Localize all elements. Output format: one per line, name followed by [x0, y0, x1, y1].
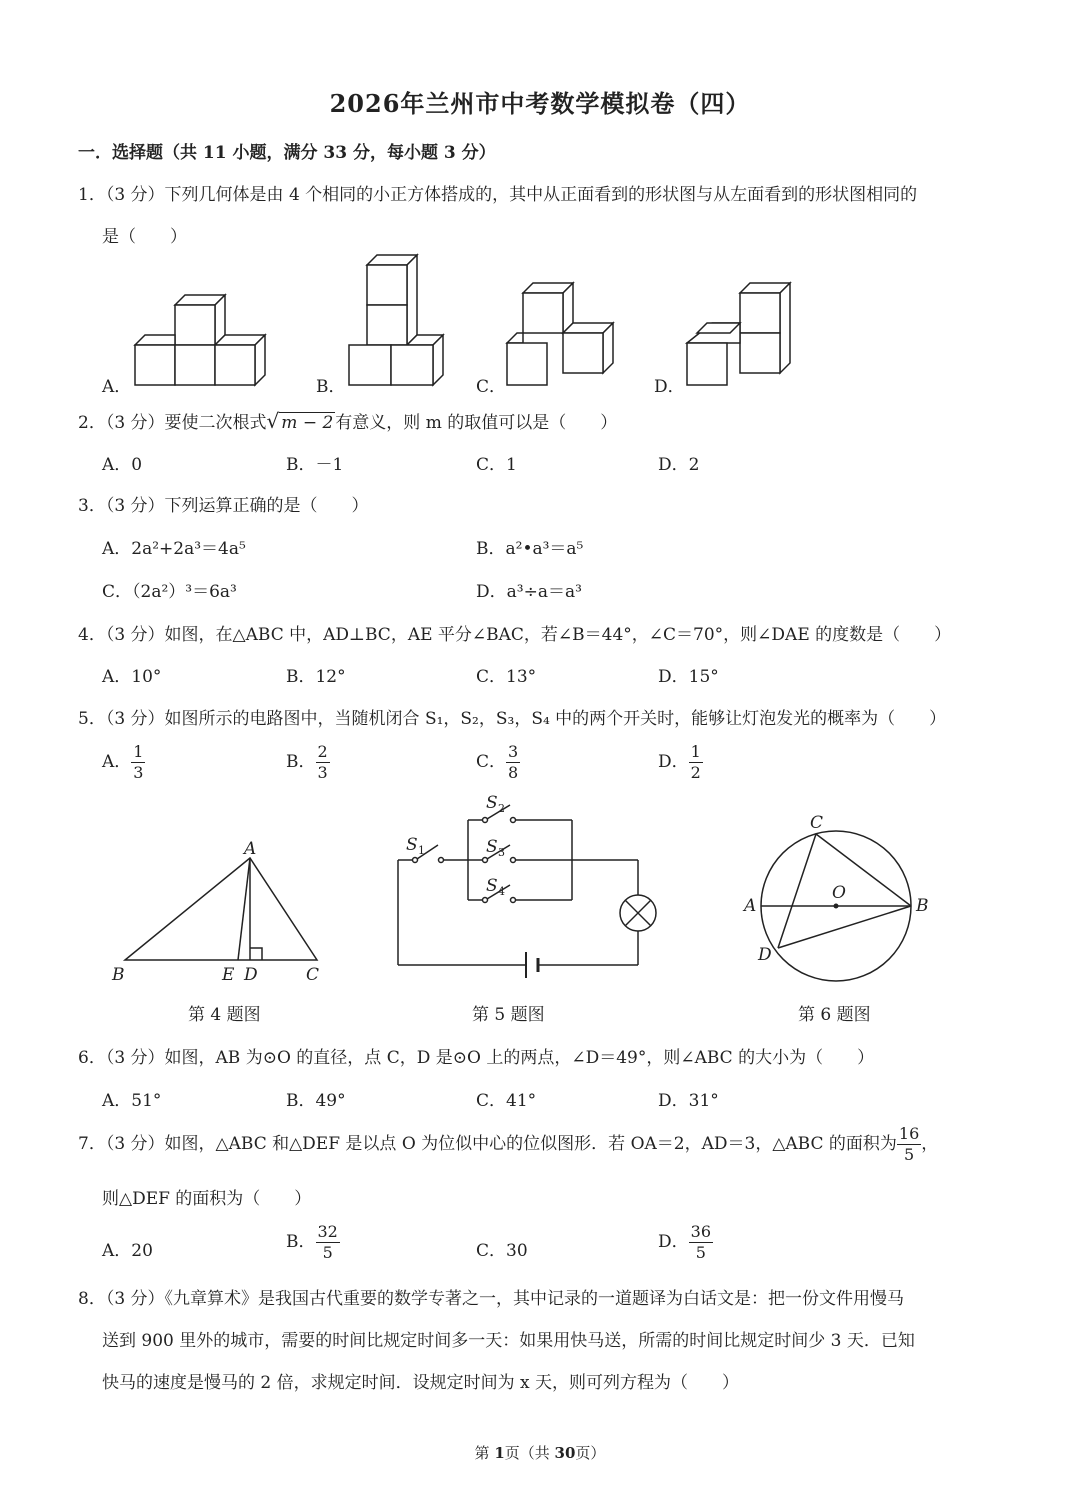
cube-figure-c [505, 278, 615, 390]
fig6-label-b: B [916, 896, 929, 916]
q7-option-b [286, 1222, 340, 1263]
q2-option-a: A．0 [102, 455, 143, 475]
q4-option-c: C．13° [476, 667, 537, 687]
page-title: 2026年兰州市中考数学模拟卷（四） [329, 89, 751, 118]
fig4-label-d: D [244, 965, 258, 985]
section-heading: 一．选择题（共 11 小题，满分 33 分，每小题 3 分） [78, 143, 496, 163]
q6-option-a: A．51° [102, 1091, 162, 1111]
footer-page-number: 1 [494, 1444, 505, 1462]
q5-option-d-fraction: $\frac{1}{2}$ [690, 742, 701, 782]
q2-option-c: C．1 [476, 455, 517, 475]
fig5-label-s2-sub: 2 [498, 802, 505, 815]
cube-figure-a [130, 290, 280, 390]
q4-option-d: D．15° [658, 667, 719, 687]
q7-option-b-label: B． [286, 1232, 316, 1252]
q3-option-c: C．（2a²）³＝6a³ [102, 582, 237, 602]
q7-option-a: A．20 [102, 1241, 153, 1261]
question-1-line2: 是（ ） [102, 227, 187, 247]
q5-option-b [286, 742, 330, 783]
fig6-label-a: A [744, 896, 757, 916]
q2-option-b: B．－1 [286, 455, 344, 475]
cube-figure-b [345, 250, 455, 390]
figure-5-circuit [390, 790, 670, 980]
fig5-label-s2: S [486, 793, 498, 813]
q5-option-a-fraction: $\frac{1}{3}$ [133, 742, 144, 782]
q5-option-d-label: D． [658, 752, 689, 772]
q1-option-d: D． [654, 377, 685, 397]
q3-option-d: D．a³÷a＝a³ [476, 582, 582, 602]
q4-option-b: B．12° [286, 667, 346, 687]
footer-mid: 页（共 [504, 1444, 555, 1462]
q5-option-a-label: A． [102, 752, 132, 772]
fig6-label-c: C [810, 813, 824, 833]
q2-text-before: 2．（3 分）要使二次根式 [78, 413, 267, 433]
question-4: 4．（3 分）如图，在△ABC 中，AD⊥BC，AE 平分∠BAC，若∠B＝44°，∠C＝70°，则∠DAE 的度数是（ ） [78, 625, 952, 645]
footer-suffix: 页） [575, 1444, 606, 1462]
q5-option-b-label: B． [286, 752, 316, 772]
question-3: 3．（3 分）下列运算正确的是（ ） [78, 496, 369, 516]
fig5-label-s4-sub: 4 [498, 885, 505, 898]
question-5: 5．（3 分）如图所示的电路图中，当随机闭合 S₁，S₂，S₃，S₄ 中的两个开关时，能够让灯泡发光的概率为（ ） [78, 709, 947, 729]
question-7-line1 [78, 1124, 938, 1165]
q1-option-b: B． [316, 377, 346, 397]
page-footer [0, 1442, 1080, 1463]
fig4-label-b: B [112, 965, 125, 985]
q7-option-b-fraction: $\frac{32}{5}$ [317, 1222, 338, 1262]
q6-option-d: D．31° [658, 1091, 719, 1111]
q7-option-d-fraction: $\frac{36}{5}$ [690, 1222, 711, 1262]
q5-option-c-label: C． [476, 752, 507, 772]
q7-option-d [658, 1222, 713, 1263]
q5-option-c-fraction: $\frac{3}{8}$ [508, 742, 519, 782]
q2-radicand: m − 2 [281, 413, 334, 433]
q4-option-a: A．10° [102, 667, 162, 687]
q7-option-c: C．30 [476, 1241, 528, 1261]
fig5-label-s3-sub: 3 [498, 846, 505, 859]
fig5-label-s4: S [486, 876, 498, 896]
q7-comma: ， [921, 1134, 939, 1154]
figure-6-caption: 第 6 题图 [798, 1005, 871, 1025]
q5-option-b-fraction: $\frac{2}{3}$ [317, 742, 328, 782]
q3-option-a: A．2a²+2a³＝4a⁵ [102, 539, 246, 559]
q7-option-d-label: D． [658, 1232, 689, 1252]
fig5-label-s1-sub: 1 [418, 844, 425, 857]
fig5-label-s1: S [406, 835, 418, 855]
question-8-line3: 快马的速度是慢马的 2 倍，求规定时间．设规定时间为 x 天，则可列方程为（ ） [102, 1373, 740, 1393]
q2-text-after: 有意义，则 m 的取值可以是（ ） [335, 413, 618, 433]
figure-4-triangle [110, 840, 340, 985]
fig4-label-a: A [244, 839, 257, 859]
q6-option-b: B．49° [286, 1091, 346, 1111]
fig4-label-c: C [306, 965, 320, 985]
question-1-line1: 1．（3 分）下列几何体是由 4 个相同的小正方体搭成的，其中从正面看到的形状图与从左面看到的形状图相同的 [78, 185, 918, 205]
q5-option-c [476, 742, 520, 783]
figure-6-circle [740, 810, 940, 985]
figure-4-caption: 第 4 题图 [188, 1005, 261, 1025]
q1-option-c: C． [476, 377, 507, 397]
q3-option-b: B．a²•a³＝a⁵ [476, 539, 584, 559]
question-8-line1: 8．（3 分）《九章算术》是我国古代重要的数学专著之一，其中记录的一道题译为白话文是：把一份文件用慢马 [78, 1289, 905, 1309]
question-6: 6．（3 分）如图，AB 为⊙O 的直径，点 C，D 是⊙O 上的两点，∠D＝49°，则∠ABC 的大小为（ ） [78, 1048, 875, 1068]
q5-option-d [658, 742, 703, 783]
q2-option-d: D．2 [658, 455, 700, 475]
question-2 [78, 408, 617, 433]
question-8-line2: 送到 900 里外的城市，需要的时间比规定时间多一天：如果用快马送，所需的时间比规定时间少 3 天．已知 [102, 1331, 915, 1351]
q7-area-fraction: $\frac{16}{5}$ [898, 1124, 920, 1164]
footer-total-pages: 30 [554, 1444, 576, 1462]
fig6-label-o: O [832, 883, 846, 903]
fig6-label-d: D [758, 945, 772, 965]
q6-option-c: C．41° [476, 1091, 537, 1111]
cube-figure-d [684, 278, 799, 390]
q5-option-a [102, 742, 145, 783]
fig5-label-s3: S [486, 837, 498, 857]
sqrt-sign: √ [266, 409, 280, 433]
figure-5-caption: 第 5 题图 [472, 1005, 545, 1025]
footer-prefix: 第 [474, 1444, 495, 1462]
q1-option-a: A． [102, 377, 132, 397]
q7-text: 7．（3 分）如图，△ABC 和△DEF 是以点 O 为位似中心的位似图形．若 OA＝2，AD＝3，△ABC 的面积为 [78, 1134, 897, 1154]
fig4-label-e: E [222, 965, 235, 985]
question-7-line2: 则△DEF 的面积为（ ） [102, 1189, 312, 1209]
